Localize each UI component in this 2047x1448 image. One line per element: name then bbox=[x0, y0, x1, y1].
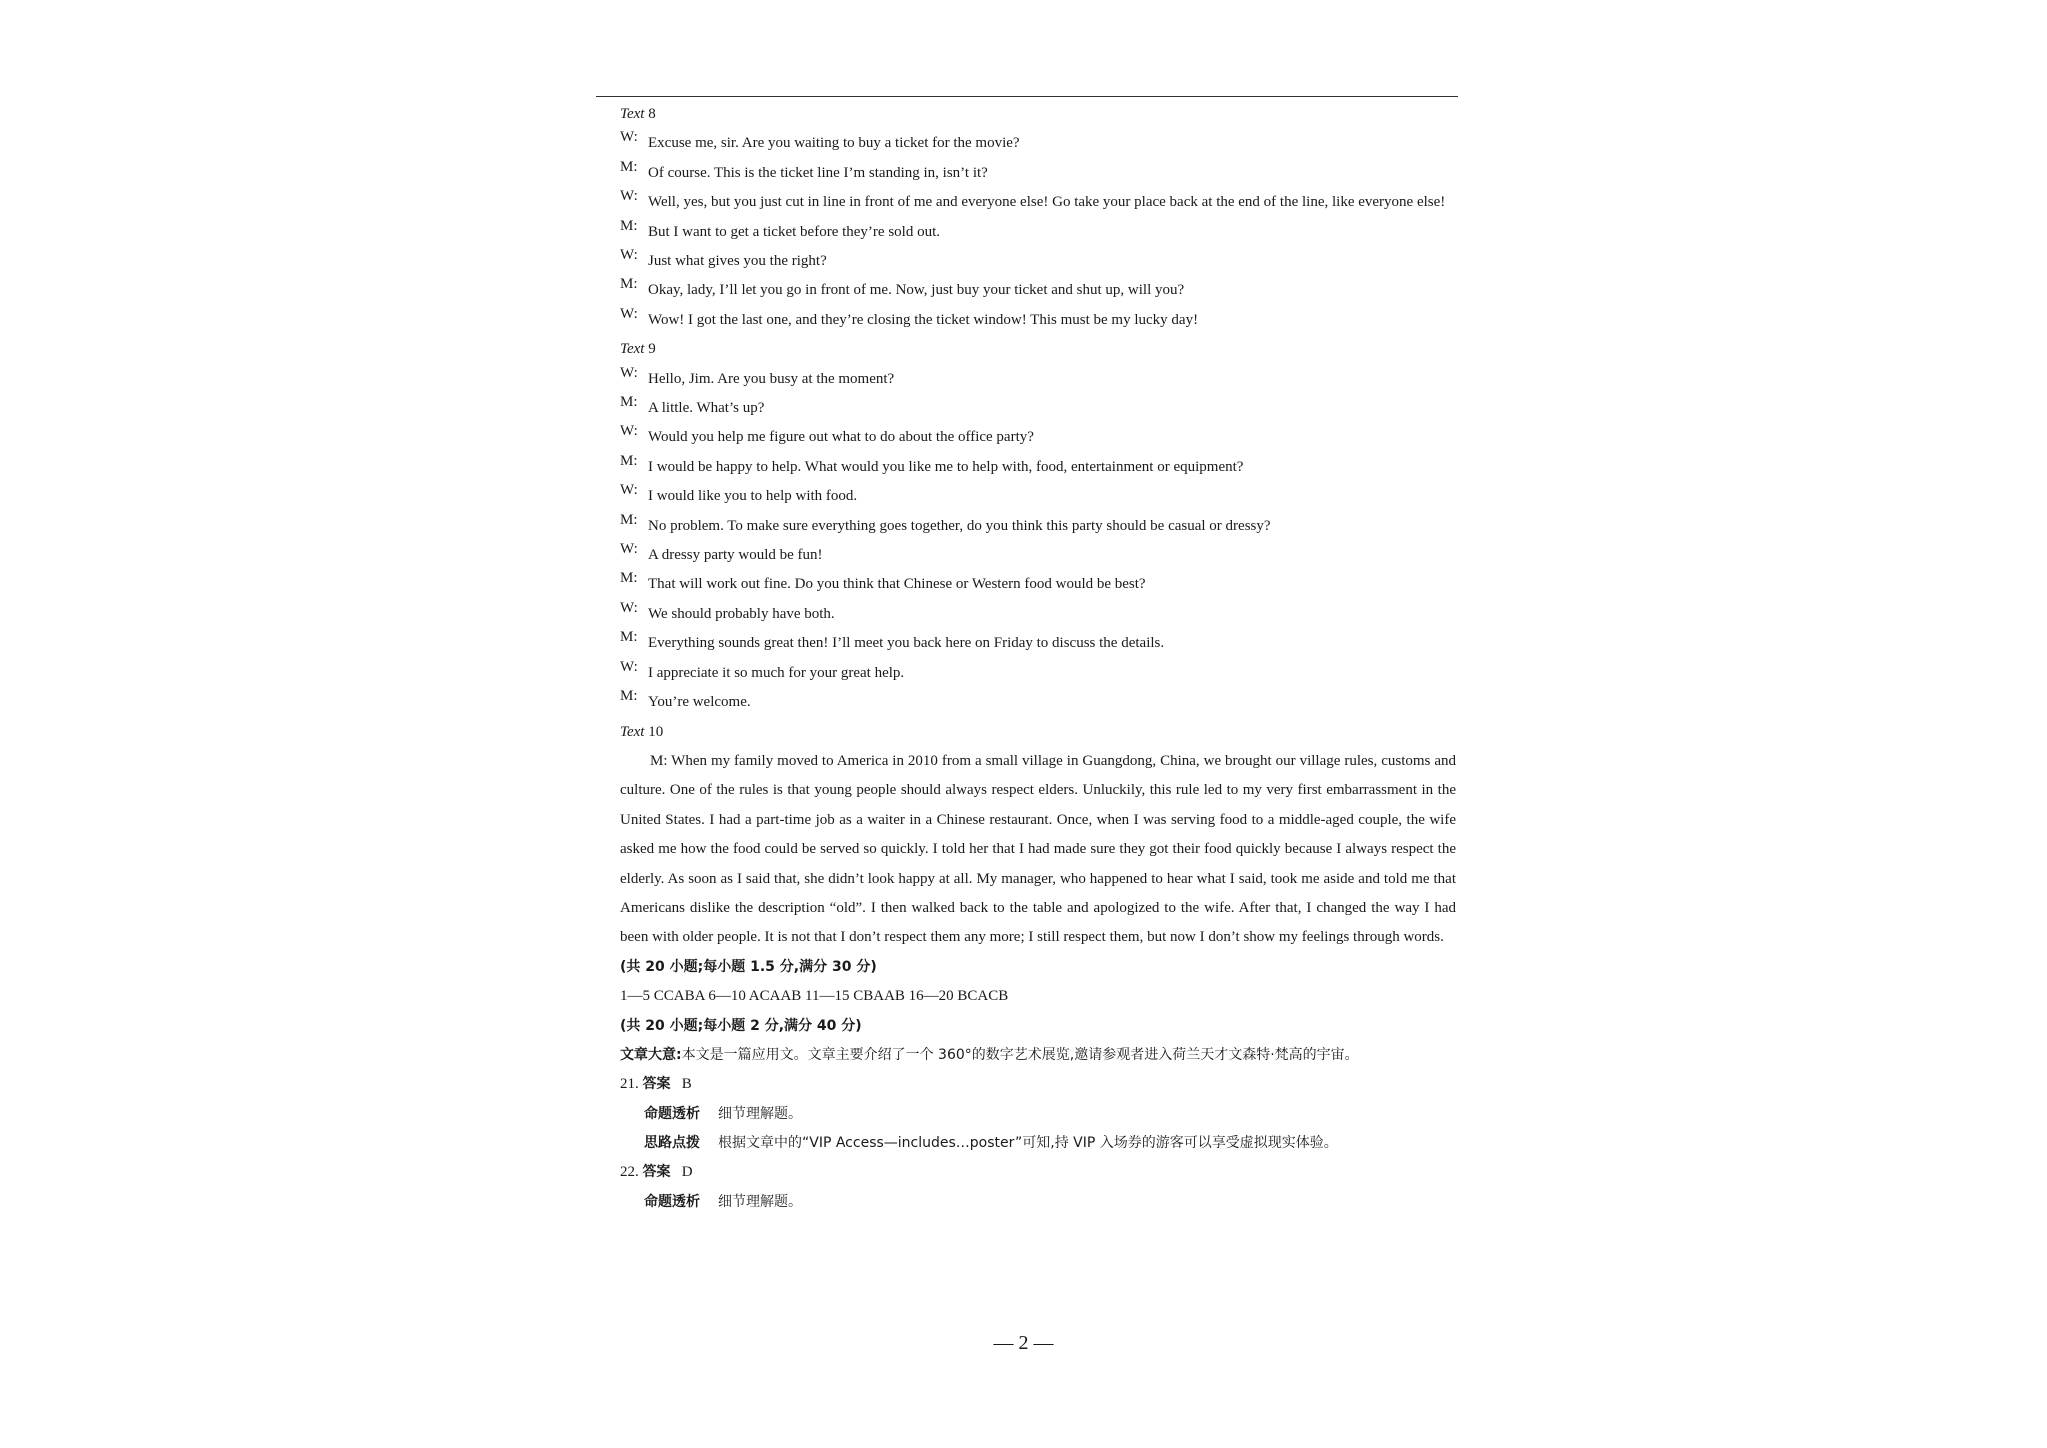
dialogue-line bbox=[620, 570, 1456, 599]
speaker-label: M: bbox=[620, 158, 638, 175]
utterance: Would you help me figure out what to do about the office party? bbox=[648, 429, 1034, 446]
speaker-label: M: bbox=[620, 452, 638, 469]
summary-block bbox=[620, 1041, 1456, 1070]
summary-label: 文章大意: bbox=[620, 1046, 682, 1063]
text10-label: Text bbox=[620, 723, 645, 740]
dialogue-line bbox=[620, 629, 1456, 658]
dialogue-line bbox=[620, 218, 1456, 247]
dialogue-line bbox=[620, 394, 1456, 423]
q22-answer-label: 答案 bbox=[642, 1164, 671, 1181]
header-rule bbox=[596, 96, 1458, 97]
utterance: A little. What’s up? bbox=[648, 400, 765, 417]
text10-number: 10 bbox=[648, 723, 664, 740]
utterance: You’re welcome. bbox=[648, 694, 751, 711]
speaker-label: W: bbox=[620, 658, 638, 675]
page-number: — 2 — bbox=[993, 1332, 1054, 1354]
text8-label: Text bbox=[620, 106, 645, 122]
speaker-label: M: bbox=[620, 276, 638, 293]
q21-analysis: 细节理解题。 bbox=[718, 1105, 802, 1122]
dialogue-line bbox=[620, 453, 1456, 482]
dialogue-line bbox=[620, 159, 1456, 188]
q21-analysis-label: 命题透析 bbox=[644, 1105, 700, 1122]
q22-number: 22. bbox=[620, 1164, 639, 1181]
utterance: But I want to get a ticket before they’re sold out. bbox=[648, 223, 940, 240]
q21-hint-label: 思路点拨 bbox=[644, 1135, 700, 1152]
speaker-label: W: bbox=[620, 129, 638, 146]
text9-dialogue bbox=[620, 365, 1456, 718]
speaker-label: W: bbox=[620, 482, 638, 499]
speaker-label: W: bbox=[620, 423, 638, 440]
utterance: No problem. To make sure everything goes together, do you think this party should be casual or dressy? bbox=[648, 517, 1271, 534]
dialogue-line bbox=[620, 276, 1456, 305]
q22-analysis-row bbox=[620, 1188, 1456, 1217]
speaker-label: W: bbox=[620, 364, 638, 381]
section1-answers: 1—5 CCABA 6—10 ACAAB 11—15 CBAAB 16—20 BCACB bbox=[620, 988, 1009, 1005]
utterance: A dressy party would be fun! bbox=[648, 547, 823, 564]
speaker-label: M: bbox=[620, 629, 638, 646]
dialogue-line bbox=[620, 188, 1456, 217]
q21-answer-row bbox=[620, 1070, 1456, 1099]
q21-hint-row bbox=[620, 1129, 1456, 1158]
speaker-label: W: bbox=[620, 305, 638, 322]
q22-answer: D bbox=[681, 1164, 693, 1181]
q22-analysis-label: 命题透析 bbox=[644, 1193, 700, 1210]
q21-hint: 根据文章中的“VIP Access—includes…poster”可知,持 VIP 入场券的游客可以享受虚拟现实体验。 bbox=[718, 1135, 1338, 1152]
utterance: Okay, lady, I’ll let you go in front of me. Now, just buy your ticket and shut up, will you? bbox=[648, 282, 1185, 299]
q21-analysis-row bbox=[620, 1100, 1456, 1129]
section2-header: (共 20 小题;每小题 2 分,满分 40 分) bbox=[620, 1017, 862, 1034]
text9-heading bbox=[620, 335, 1456, 364]
dialogue-line bbox=[620, 482, 1456, 511]
dialogue-line bbox=[620, 600, 1456, 629]
q22-answer-row bbox=[620, 1158, 1456, 1187]
dialogue-line bbox=[620, 306, 1456, 335]
speaker-label: M: bbox=[620, 511, 638, 528]
dialogue-line bbox=[620, 512, 1456, 541]
section1-header: (共 20 小题;每小题 1.5 分,满分 30 分) bbox=[620, 958, 877, 975]
utterance: Just what gives you the right? bbox=[648, 253, 827, 270]
utterance: Hello, Jim. Are you busy at the moment? bbox=[648, 370, 895, 387]
dialogue-line bbox=[620, 365, 1456, 394]
dialogue-line bbox=[620, 423, 1456, 452]
text8-number: 8 bbox=[648, 106, 656, 122]
utterance: Well, yes, but you just cut in line in front of me and everyone else! Go take your place back at the end of the line, like everyone else! bbox=[648, 194, 1446, 211]
speaker-label: M: bbox=[620, 570, 638, 587]
utterance: We should probably have both. bbox=[648, 605, 835, 622]
text8-dialogue bbox=[620, 129, 1456, 335]
q21-number: 21. bbox=[620, 1076, 639, 1093]
utterance: Everything sounds great then! I’ll meet you back here on Friday to discuss the details. bbox=[648, 635, 1165, 652]
speaker-label: W: bbox=[620, 247, 638, 264]
speaker-label: M: bbox=[620, 394, 638, 411]
dialogue-line bbox=[620, 129, 1456, 158]
speaker-label: M: bbox=[620, 217, 638, 234]
q21-answer: B bbox=[681, 1076, 692, 1093]
text10-paragraph: M: When my family moved to America in 2010 from a small village in Guangdong, China, we brought our village rules, customs and culture. One of the rules is that young people should always respect elders. Unluckily, this rule led to my very first embarrassment in the United States. I had a part-time job as a waiter in a Chinese restaurant. Once, when I was serving food to a middle-aged couple, the wife asked me how the food could be served so quickly. I told her that I had made sure they got their food quickly because I always respect the elderly. As soon as I said that, she didn’t look happy at all. My manager, who happened to hear what I said, took me aside and told me that Americans dislike the description “old”. I then walked back to the table and apologized to the wife. After that, I changed the way I had been with older people. It is not that I don’t respect them any more; I still respect them, but now I don’t show my feelings through words. bbox=[620, 752, 1456, 946]
speaker-label: W: bbox=[620, 599, 638, 616]
text8-heading bbox=[620, 100, 1456, 129]
speaker-label: W: bbox=[620, 541, 638, 558]
page-content bbox=[620, 100, 1456, 1217]
utterance: Of course. This is the ticket line I’m standing in, isn’t it? bbox=[648, 164, 988, 181]
dialogue-line bbox=[620, 659, 1456, 688]
speaker-label: M: bbox=[620, 688, 638, 705]
utterance: Wow! I got the last one, and they’re closing the ticket window! This must be my lucky day! bbox=[648, 311, 1199, 328]
q22-analysis: 细节理解题。 bbox=[718, 1193, 802, 1210]
utterance: I would be happy to help. What would you like me to help with, food, entertainment or equipment? bbox=[648, 458, 1244, 475]
utterance: That will work out fine. Do you think that Chinese or Western food would be best? bbox=[648, 576, 1146, 593]
utterance: Excuse me, sir. Are you waiting to buy a ticket for the movie? bbox=[648, 135, 1020, 152]
dialogue-line bbox=[620, 688, 1456, 717]
summary-text: 本文是一篇应用文。文章主要介绍了一个 360°的数字艺术展览,邀请参观者进入荷兰天才文森特·梵高的宇宙。 bbox=[681, 1046, 1359, 1063]
dialogue-line bbox=[620, 541, 1456, 570]
utterance: I would like you to help with food. bbox=[648, 488, 858, 505]
text9-label: Text bbox=[620, 341, 645, 358]
speaker-label: W: bbox=[620, 188, 638, 205]
q21-answer-label: 答案 bbox=[642, 1076, 671, 1093]
dialogue-line bbox=[620, 247, 1456, 276]
text10-heading bbox=[620, 718, 1456, 747]
utterance: I appreciate it so much for your great help. bbox=[648, 664, 905, 681]
text9-number: 9 bbox=[648, 341, 656, 358]
